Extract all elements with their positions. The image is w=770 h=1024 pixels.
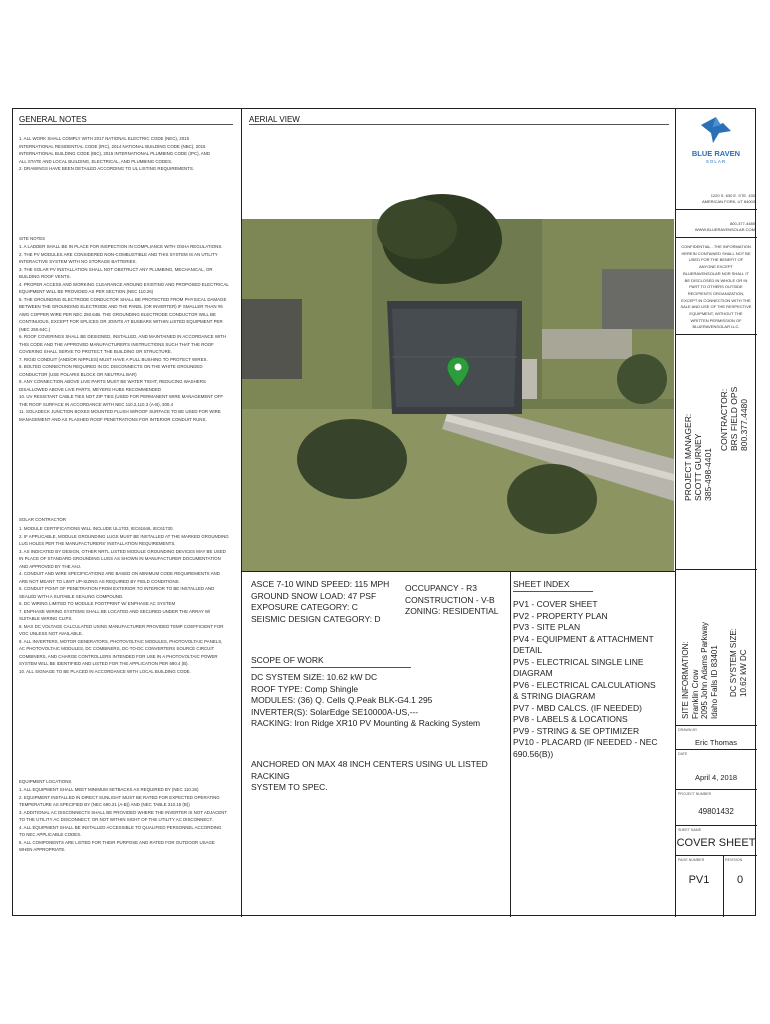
project-number-value: 49801432 — [698, 807, 734, 816]
sheet-name-label: SHEET NAME — [678, 828, 702, 832]
drawn-by-value: Eric Thomas — [695, 738, 737, 747]
site-notes-title: SITE NOTES — [19, 236, 46, 241]
site-notes-text: 1. A LADDER SHALL BE IN PLACE FOR INSPECTION IN COMPLIANCE WITH OSHA REGULATIONS. 2. THE PV MODULES ARE CONSIDERED NON-COMBUSTIBLE AND THIS SYSTEM IS AN UTILITY INTERACTIVE SYSTEM WITH NO STORAGE BATTERIES. 3. THE SOLAR PV INSTALLATION SHALL NOT OBSTRUCT ANY PLUMBING, MECHANICAL, OR BUILDING ROOF VENTS. 4. PROPER ACCESS AND WORKING CLEARANCE AROUND EXISTING AND PROPOSED ELECTRICAL EQUIPMENT WILL BE PROVIDED AS PER SECTION (NEC 110.26) 5. THE GROUNDING ELECTRODE CONDUCTOR SHALL BE PROTECTED FROM PHYSICAL DAMAGE BETWEEN THE GROUNDING ELECTRODE AND THE PANEL (OR INVERTER) IF SMALLER THAN #6 AWG COPPER WIRE PER NEC 250.64B. THE GROUNDING ELECTRODE CONDUCTOR WILL BE CONTINUOUS, EXCEPT FOR SPLICES OR JOINTS AT BUSBARS WITHIN LISTED EQUIPMENT PER (NEC 250.64C.) 6. ROOF COVERINGS SHALL BE DESIGNED, INSTALLED, AND MAINTAINED IN ACCORDANCE WITH THIS CODE AND THE APPROVED MANUFACTURER'S INSTRUCTIONS SUCH THAT THE ROOF COVERING SHALL SERVE TO PROTECT THE BUILDING OR STRUCTURE. 7. RIGID CONDUIT (AND/OR NIPPLES) MUST HAVE A PULL BUSHING TO PROTECT WIRES. 8. BOLTED CONNECTION REQUIRED IN DC DISCONNECTS ON THE WHITE GROUNDED CONDUCTOR (USE POLARIS BLOCK OR NEUTRAL BAR) 9. ANY CONNECTION ABOVE LIVE PARTS MUST BE WATER TIGHT, REDUCING WASHERS DISALLOWED ABOVE LIVE PARTS, MEYERS HUBS RECOMMENDED 10. UV RESISTANT CABLE TIES NOT ZIP TIES (USED FOR PERMANENT WIRE MANAGEMENT OFF THE ROOF SURFACE IN ACCORDANCE WITH NEC 110.2,110.3 (A-B), 300.4 11. SOLADECK JUNCTION BOXES MOUNTED FLUSH W/ROOF SURFACE TO BE USED FOR WIRE MANAGEMENT AND AS FLASHED ROOF PENETRATIONS FOR INTERIOR CONDUIT RUNS. — [19, 244, 229, 422]
dc-size-block — [729, 628, 748, 697]
title-block — [675, 109, 757, 917]
general-notes-item-1: 1. ALL WORK SHALL COMPLY WITH 2017 NATIONAL ELECTRIC CODE (NEC), 2015 INTERNATIONAL RESIDENTIAL CODE (IRC), 2014 NATIONAL BUILDING CODE (NBC), 2015 INTERNATIONAL BUILDING CODE (IBC), 2015 INTERNATIONAL PLUMBING CODE (IPC), AND ALL STATE AND LOCAL BUILDING, ELECTRICAL, AND PLUMBING CODES. — [19, 136, 211, 164]
project-number-label: PROJECT NUMBER — [678, 792, 712, 796]
contractor-name: BRS FIELD OPS — [729, 386, 739, 451]
sheet-name-value: COVER SHEET — [676, 837, 756, 849]
occupancy-info: OCCUPANCY - R3 CONSTRUCTION - V-B ZONING: RESIDENTIAL — [405, 583, 499, 616]
equipment-locations-text: 1. ALL EQUIPMENT SHALL MEET MINIMUM SETBACKS AS REQUIRED BY (NEC 110.26) 2. EQUIPMENT INSTALLED IN DIRECT SUNLIGHT MUST BE RATED FOR EXPECTED OPERATING TEMPERATURE AS SPECIFIED BY (NEC 690.31 (A-B)) AND (NEC TABLE 310.15 (B)) 3. ADDITIONAL AC DISCONNECTS SHALL BE PROVIDED WHERE THE INVERTER IS NOT ADJACENT TO THE UTILITY AC DISCONNECT, OR NOT WITHIN SIGHT OF THE UTILITY AC DISCONNECT. 4. ALL EQUIPMENT SHALL BE INSTALLED ACCESSIBLE TO QUALIFIED PERSONNEL ACCORDING TO NEC APPLICABLE CODES. 5. ALL COMPONENTS ARE LISTED FOR THEIR PURPOSE AND RATED FOR OUTDOOR USAGE WHEN APPROPRIATE. — [19, 787, 228, 852]
contractor-block — [719, 387, 749, 451]
company-contact: 800-377-4480 WWW.BLUERAVENSOLAR.COM — [694, 221, 755, 232]
solar-contractor-text: 1. MODULE CERTIFICATIONS WILL INCLUDE UL1703, IEC61646, IEC61730. 2. IF APPLICABLE, MODULE GROUNDING LUGS MUST BE INSTALLED AT THE MARKED GROUNDING LUG HOLES PER THE MANUFACTURERS' INSTALLATION REQUIREMENTS. 3. AS INDICATED BY DESIGN, OTHER NRTL LISTED MODULE GROUNDING DEVICES MAY BE USED IN PLACE OF STANDARD GROUNDING LUGS AS SHOWN IN MANUFACTURER DOCUMENTATION AND APPROVED BY THE AHJ. 4. CONDUIT AND WIRE SPECIFICATIONS ARE BASED ON MINIMUM CODE REQUIREMENTS AND ARE NOT MEANT TO LIMIT UP-SIZING AS REQUIRED BY FIELD CONDITIONS. 5. CONDUIT POINT OF PENETRATION FROM EXTERIOR TO INTERIOR TO BE INSTALLED AND SEALED WITH A SUITABLE SEALING COMPOUND. 6. DC WIRING LIMITED TO MODULE FOOTPRINT W/ ENPHASE AC SYSTEM 7. ENPHASE WIRING SYSTEMS SHALL BE LOCATED AND SECURED UNDER THE ARRAY W/ SUITABLE WIRING CLIPS. 8. MAX DC VOLTAGE CALCULATED USING MANUFACTURER PROVIDED TEMP COEFFICIENT FOR VOC UNLESS NOT AVAILABLE. 9. ALL INVERTERS, MOTOR GENERATORS, PHOTOVOLTAIC MODULES, PHOTOVOLTAIC PANELS, AC PHOTOVOLTAIC MODULES, DC COMBINERS, DC-TO-DC CONVERTERS SOURCE CIRCUIT COMBINERS, AND CHARGE CONTROLLERS INTENDED FOR USE IN A PHOTOVOLTAIC POWER SYSTEM WILL BE IDENTIFIED AND LISTED FOR THE APPLICATION PER 690.4 (B). 10. ALL SIGNAGE TO BE PLACED IN ACCORDANCE WITH LOCAL BUILDING CODE. — [19, 526, 229, 674]
site-street: 2095 John Adams Parkway — [700, 622, 709, 719]
drawn-by-label: DRAWN BY — [678, 728, 698, 732]
project-manager-label: PROJECT MANAGER: — [683, 413, 693, 501]
design-criteria: ASCE 7-10 WIND SPEED: 115 MPH GROUND SNOW LOAD: 47 PSF EXPOSURE CATEGORY: C SEISMIC DESIGN CATEGORY: D — [251, 579, 390, 624]
company-address: 1220 S. 630 E. STE. 430 AMERICAN FORK, UT 84003 — [701, 193, 755, 204]
raven-logo-icon — [699, 115, 733, 145]
project-manager-name: SCOTT GURNEY — [693, 433, 703, 501]
site-information-block — [681, 622, 719, 719]
company-subtitle: SOLAR — [705, 159, 727, 164]
site-owner-name: Franklin Crow — [690, 669, 700, 719]
scope-of-work-text: DC SYSTEM SIZE: 10.62 kW DC ROOF TYPE: Comp Shingle MODULES: (36) Q. Cells Q.Peak BLK-G4.1 295 INVERTER(S): SolarEdge SE10000A-US,--- RACKING: Iron Ridge XR10 PV Mounting & Racking System — [251, 672, 481, 728]
aerial-view-title: AERIAL VIEW — [249, 115, 669, 125]
date-label: DATE — [678, 752, 688, 756]
general-notes-title: GENERAL NOTES — [19, 115, 233, 125]
aerial-view-image — [242, 129, 674, 571]
dc-size-label: DC SYSTEM SIZE: — [729, 628, 738, 697]
site-info-label: SITE INFORMATION: — [681, 641, 690, 719]
sheet-index-list: PV1 - COVER SHEET PV2 - PROPERTY PLAN PV3 - SITE PLAN PV4 - EQUIPMENT & ATTACHMENT DETAIL PV5 - ELECTRICAL SINGLE LINE DIAGRAM PV6 - ELECTRICAL CALCULATIONS & STRING DIAGRAM PV7 - MBD CALCS. (IF NEEDED) PV8 - LABELS & LOCATIONS PV9 - STRING & SE OPTIMIZER PV10 - PLACARD (IF NEEDED - NEC 690.56(B)) — [513, 599, 658, 759]
anchoring-note: ANCHORED ON MAX 48 INCH CENTERS USING UL LISTED RACKING SYSTEM TO SPEC. — [251, 759, 488, 792]
revision-value: 0 — [736, 874, 744, 886]
dc-size-value: 10.62 kW DC — [738, 649, 748, 697]
project-manager-block — [683, 414, 713, 501]
contractor-label: CONTRACTOR: — [719, 388, 729, 451]
page-number-label: PAGE NUMBER — [678, 858, 705, 862]
general-notes-item-2: 2. DRAWINGS HAVE BEEN DETAILED ACCORDING TO UL LISTING REQUIREMENTS. — [19, 166, 195, 171]
date-value: April 4, 2018 — [694, 773, 738, 782]
company-name: BLUE RAVEN — [691, 149, 741, 158]
scope-of-work-title: SCOPE OF WORK — [251, 655, 411, 668]
sheet-index-title: SHEET INDEX — [513, 579, 593, 592]
revision-label: REVISION — [725, 858, 743, 862]
drawing-sheet — [12, 108, 756, 916]
site-city: Idaho Falls ID 83401 — [709, 645, 719, 719]
contractor-phone: 800.377.4480 — [739, 399, 749, 451]
project-manager-phone: 385-498-4401 — [703, 448, 713, 501]
confidential-notice: CONFIDENTIAL - THE INFORMATION HEREIN CONTAINED SHALL NOT BE USED FOR THE BENEFIT OF ANYONE EXCEPT BLUERAVENSOLAR NOR SHALL IT BE DISCLOSED IN WHOLE OR IN PART TO OTHERS OUTSIDE RECIPIENTS ORGANIZATION, EXCEPT IN CONNECTION WITH THE SALE AND USE OF THE RESPECTIVE EQUIPMENT, WITHOUT THE WRITTEN PERMISSION OF BLUERAVENSOLAR LLC. — [680, 244, 752, 330]
page-number-value: PV1 — [688, 874, 710, 886]
solar-contractor-title: SOLAR CONTRACTOR — [19, 517, 67, 522]
equipment-locations-title: EQUIPMENT LOCATIONS — [19, 779, 72, 784]
